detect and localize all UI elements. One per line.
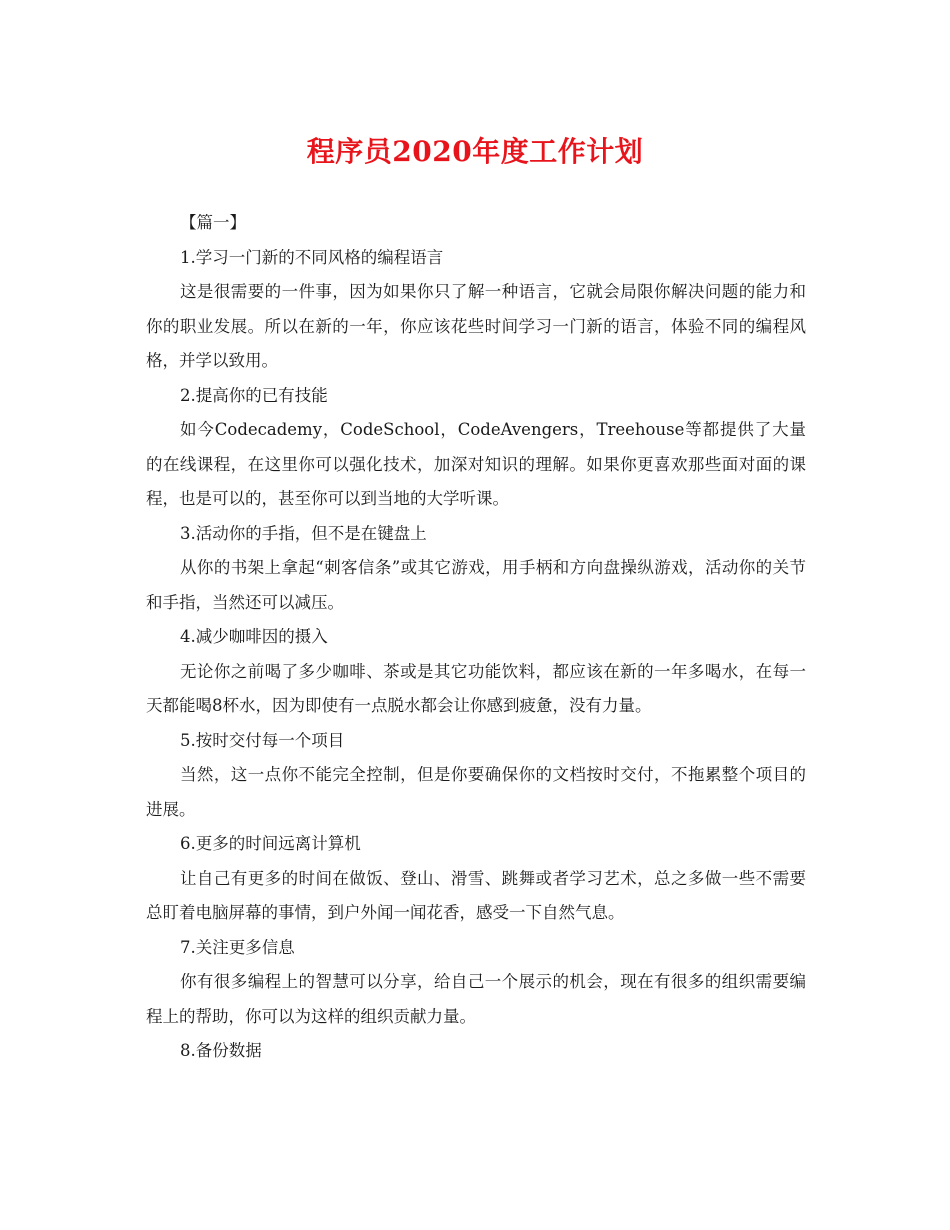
item-heading-3: 3.活动你的手指，但不是在键盘上 bbox=[180, 523, 427, 543]
item-body-5: 当然，这一点你不能完全控制，但是你要确保你的文档按时交付，不拖累整个项目的进展。 bbox=[146, 765, 806, 819]
item-heading-7: 7.关注更多信息 bbox=[180, 937, 295, 957]
item-heading-1: 1.学习一门新的不同风格的编程语言 bbox=[180, 247, 444, 267]
item-body-4: 无论你之前喝了多少咖啡、茶或是其它功能饮料，都应该在新的一年多喝水，在每一天都能喝8杯水，因为即使有一点脱水都会让你感到疲惫，没有力量。 bbox=[146, 661, 806, 715]
item-body-3: 从你的书架上拿起“刺客信条”或其它游戏，用手柄和方向盘操纵游戏，活动你的关节和手指，当然还可以减压。 bbox=[146, 558, 806, 612]
item-heading-6: 6.更多的时间远离计算机 bbox=[180, 834, 361, 853]
item-heading-8: 8.备份数据 bbox=[180, 1041, 262, 1060]
item-body-7: 你有很多编程上的智慧可以分享，给自己一个展示的机会，现在有很多的组织需要编程上的帮助，你可以为这样的组织贡献力量。 bbox=[146, 972, 806, 1026]
item-heading-4: 4.减少咖啡因的摄入 bbox=[180, 627, 328, 646]
item-body-1: 这是很需要的一件事，因为如果你只了解一种语言，它就会局限你解决问题的能力和你的职业发展。所以在新的一年，你应该花些时间学习一门新的语言，体验不同的编程风格，并学以致用。 bbox=[146, 282, 806, 370]
item-heading-5: 5.按时交付每一个项目 bbox=[180, 730, 345, 750]
document-title: 程序员2020年度工作计划 bbox=[306, 135, 644, 168]
section-heading: 【篇一】 bbox=[180, 213, 246, 232]
item-body-2: 如今Codecademy，CodeSchool，CodeAvengers，Treehouse等都提供了大量的在线课程，在这里你可以强化技术，加深对知识的理解。如果你更喜欢那些面对面的课程，也是可以的，甚至你可以到当地的大学听课。 bbox=[146, 420, 806, 508]
document-body bbox=[146, 206, 806, 1069]
item-body-6: 让自己有更多的时间在做饭、登山、滑雪、跳舞或者学习艺术，总之多做一些不需要总盯着电脑屏幕的事情，到户外闻一闻花香，感受一下自然气息。 bbox=[146, 868, 806, 922]
item-heading-2: 2.提高你的已有技能 bbox=[180, 385, 328, 405]
